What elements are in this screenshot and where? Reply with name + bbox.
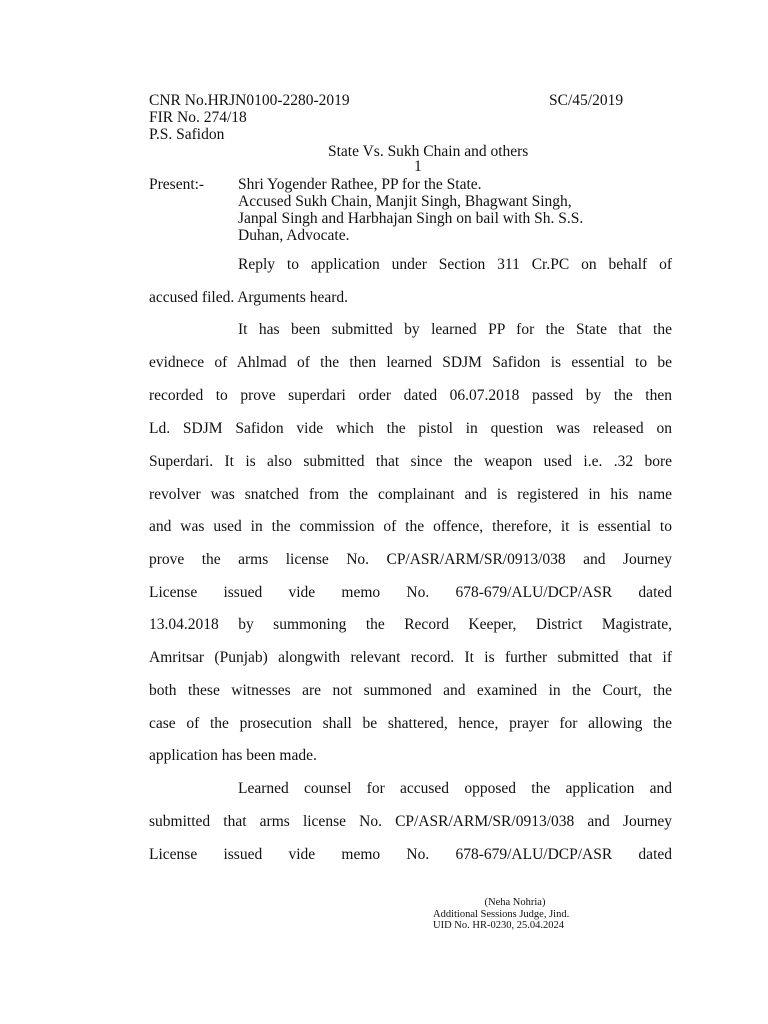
body-line: Superdari. It is also submitted that since the weapon used i.e. .32 bore bbox=[149, 453, 672, 470]
present-label: Present:- bbox=[149, 176, 205, 193]
body-line: accused filed. Arguments heard. bbox=[149, 289, 348, 306]
present-list bbox=[238, 176, 678, 244]
signature-designation: Additional Sessions Judge, Jind. bbox=[433, 909, 570, 920]
signature-uid: UID No. HR-0230, 25.04.2024 bbox=[433, 920, 564, 931]
body-line: revolver was snatched from the complainant and is registered in his name bbox=[149, 486, 672, 503]
body-line: License issued vide memo No. 678-679/ALU/DCP/ASR dated bbox=[149, 846, 672, 863]
body-line: both these witnesses are not summoned and examined in the Court, the bbox=[149, 682, 672, 699]
body-line: and was used in the commission of the offence, therefore, it is essential to bbox=[149, 518, 672, 535]
body-line: submitted that arms license No. CP/ASR/ARM/SR/0913/038 and Journey bbox=[149, 813, 672, 830]
body-line: prove the arms license No. CP/ASR/ARM/SR/0913/038 and Journey bbox=[149, 551, 672, 568]
page-number: 1 bbox=[414, 158, 422, 175]
body-line: Reply to application under Section 311 Cr.PC on behalf of bbox=[238, 256, 672, 273]
case-title: State Vs. Sukh Chain and others bbox=[328, 143, 529, 160]
signature-name: (Neha Nohria) bbox=[484, 897, 546, 908]
body-line: recorded to prove superdari order dated 06.07.2018 passed by the then bbox=[149, 387, 672, 404]
body-line: It has been submitted by learned PP for the State that the bbox=[238, 321, 672, 338]
body-line: application has been made. bbox=[149, 747, 317, 764]
body-line: evidnece of Ahlmad of the then learned SDJM Safidon is essential to be bbox=[149, 354, 672, 371]
body-line: Ld. SDJM Safidon vide which the pistol in question was released on bbox=[149, 420, 672, 437]
present-line: Duhan, Advocate. bbox=[238, 227, 350, 244]
present-line: Janpal Singh and Harbhajan Singh on bail with Sh. S.S. bbox=[238, 210, 584, 227]
police-station: P.S. Safidon bbox=[149, 126, 225, 143]
body-line: License issued vide memo No. 678-679/ALU/DCP/ASR dated bbox=[149, 584, 672, 601]
cnr-number: CNR No.HRJN0100-2280-2019 bbox=[149, 92, 350, 109]
body-line: case of the prosecution shall be shattered, hence, prayer for allowing the bbox=[149, 715, 672, 732]
body-line: Learned counsel for accused opposed the application and bbox=[238, 780, 672, 797]
fir-number: FIR No. 274/18 bbox=[149, 109, 247, 126]
body-line: Amritsar (Punjab) alongwith relevant record. It is further submitted that if bbox=[149, 649, 672, 666]
present-line: Accused Sukh Chain, Manjit Singh, Bhagwant Singh, bbox=[238, 193, 572, 210]
body-line: 13.04.2018 by summoning the Record Keeper, District Magistrate, bbox=[149, 616, 672, 633]
present-line: Shri Yogender Rathee, PP for the State. bbox=[238, 176, 482, 193]
case-number: SC/45/2019 bbox=[549, 92, 624, 109]
